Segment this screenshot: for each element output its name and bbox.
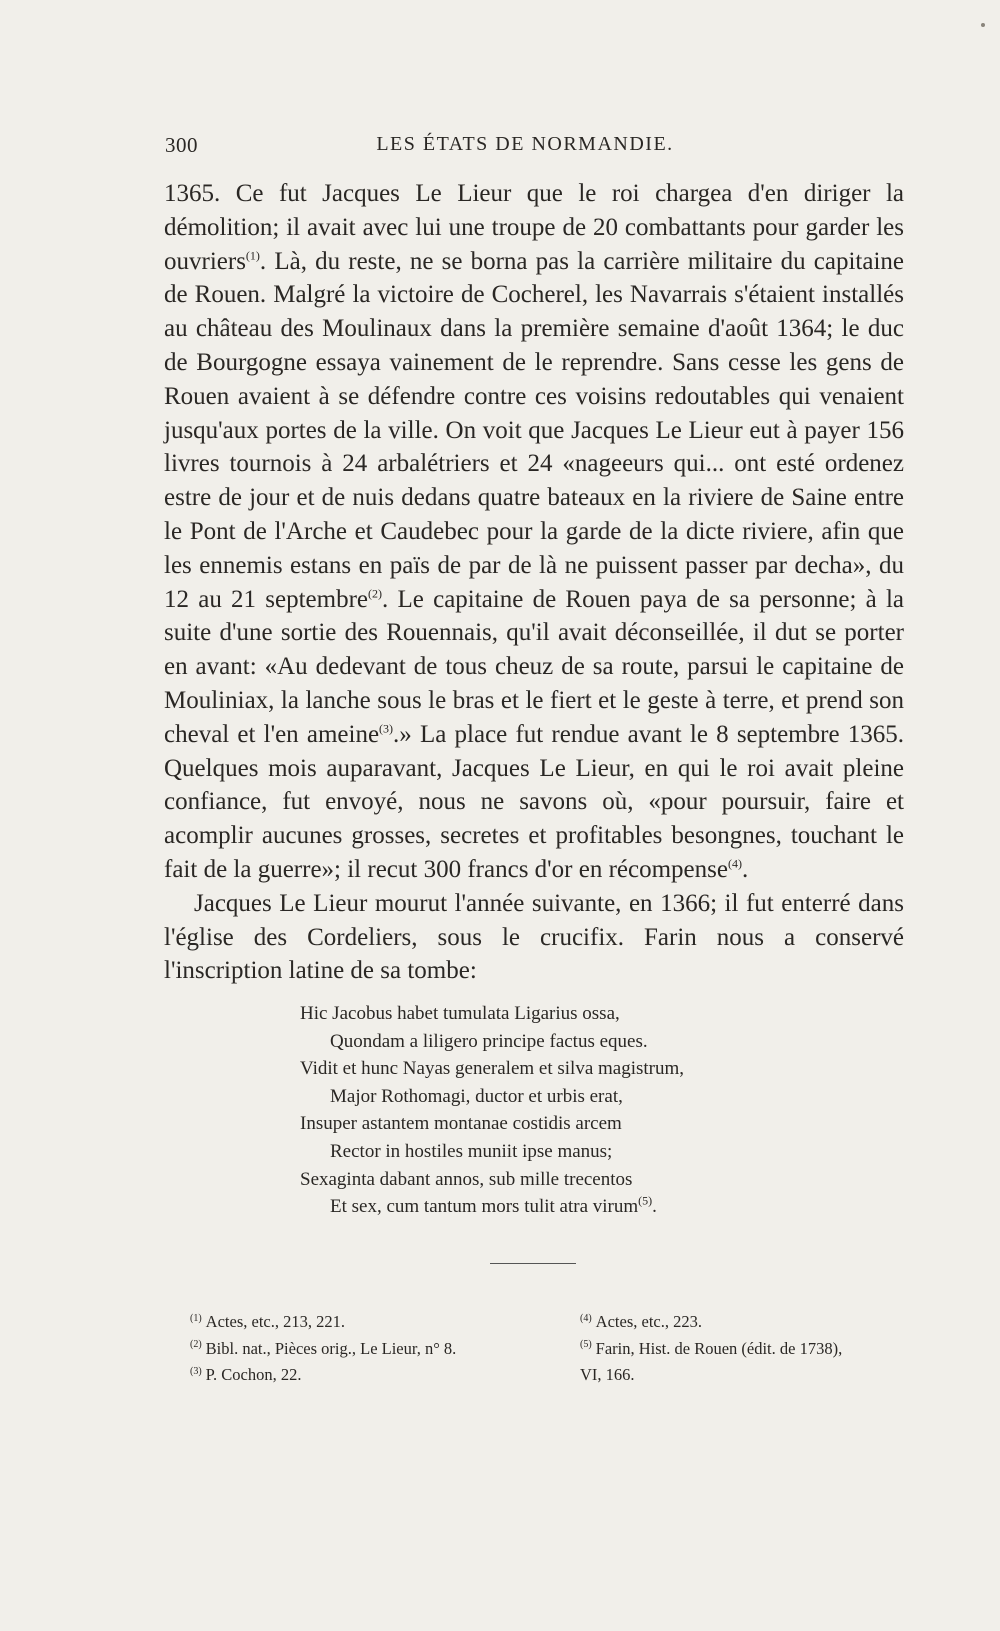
- footnote-text: P. Cochon, 22.: [205, 1365, 302, 1384]
- page-header: [165, 133, 885, 165]
- footnote-mark: (2): [190, 1339, 202, 1350]
- latin-inscription: [300, 1000, 820, 1221]
- verse-line: Hic Jacobus habet tumulata Ligarius ossa,: [300, 1003, 620, 1024]
- footnote-ref-3: (3): [379, 721, 394, 736]
- footnote-ref-1: (1): [245, 248, 260, 263]
- page-number: 300: [165, 133, 198, 157]
- footnote-4: [580, 1309, 940, 1336]
- footnote-5-continuation: VI, 166.: [580, 1365, 635, 1384]
- verse-line: [300, 1193, 820, 1221]
- paragraph-1-part-c: . Le capitaine de Rouen paya de sa personne; à la suite d'une sortie des Rouennais, qu'il avait déconseillée, il dut se porter en avant: «Au dedevant de tous cheuz de sa route, parsui le capitaine de Mouliniax, la lanche sous le bras et le fiert et le geste à terre, et prend son cheval et l'en ameine: [164, 585, 904, 748]
- paragraph-1-part-d: .» La place fut rendue avant le 8 septembre 1365. Quelques mois auparavant, Jacques Le Lieur, en qui le roi avait pleine confiance, fut envoyé, nous ne savons où, «pour poursuir, faire et acomplir aucunes grosses, secretes et profitables besongnes, touchant le fait de la guerre»; il recut 300 francs d'or en récompense: [164, 720, 904, 883]
- verse-line: Major Rothomagi, ductor et urbis erat,: [330, 1085, 623, 1107]
- paragraph-1-part-e: .: [741, 855, 749, 883]
- running-title: LES ÉTATS DE NORMANDIE.: [376, 133, 674, 155]
- verse-line: Sexaginta dabant annos, sub mille trecentos: [300, 1168, 633, 1190]
- footnote-text: Bibl. nat., Pièces orig., Le Lieur, n° 8.: [205, 1338, 457, 1358]
- verse-line: Vidit et hunc Nayas generalem et silva magistrum,: [300, 1058, 685, 1080]
- paper-speck: [981, 23, 985, 27]
- verse-line-8-end: .: [652, 1196, 657, 1218]
- footnote-ref-5: (5): [638, 1193, 653, 1208]
- footnote-mark: (5): [580, 1339, 592, 1350]
- footnote-text: Actes, etc., 213, 221.: [205, 1312, 345, 1331]
- footnote-1: [190, 1309, 550, 1336]
- paragraph-1-part-b: . Là, du reste, ne se borna pas la carrière militaire du capitaine de Rouen. Malgré la victoire de Cocherel, les Navarrais s'étaient installés au château des Moulinaux dans la première semaine d'août 1364; le duc de Bourgogne essaya vainement de le reprendre. Sans cesse les gens de Rouen avaient à se défendre contre ces voisins redoutables qui venaient jusqu'aux portes de la ville. On voit que Jacques Le Lieur eut à payer 156 livres tournois à 24 arbalétriers et 24 «nageeurs qui... ont esté ordenez estre de jour et de nuis dedans quatre bateaux en la riviere de Saine entre le Pont de l'Arche et Caudebec pour la garde de la dicte riviere, afin que les ennemis estans en païs de par de là ne puissent passer par decha», du 12 au 21 septembre: [164, 247, 904, 613]
- footnotes-right-column: [580, 1309, 940, 1389]
- footnote-ref-4: (4): [727, 856, 742, 871]
- footnote-mark: (4): [580, 1312, 592, 1324]
- paragraph-2: Jacques Le Lieur mourut l'année suivante, en 1366; il fut enterré dans l'église des Cordeliers, sous le crucifix. Farin nous a conservé l'inscription latine de sa tombe:: [164, 889, 904, 985]
- main-text: [164, 177, 904, 988]
- footnotes-left-column: [190, 1309, 550, 1389]
- footnote-mark: (1): [190, 1312, 202, 1324]
- footnote-ref-2: (2): [368, 586, 383, 601]
- footnote-text: Actes, etc., 223.: [595, 1312, 702, 1331]
- verse-line: Insuper astantem montanae costidis arcem: [300, 1113, 622, 1135]
- footnote-3: [190, 1362, 550, 1389]
- verse-line-8-text: Et sex, cum tantum mors tulit atra virum: [330, 1196, 639, 1218]
- verse-line: Quondam a liligero principe factus eques.: [330, 1030, 648, 1052]
- footnote-separator: [490, 1263, 576, 1264]
- footnote-text: Farin, Hist. de Rouen (édit. de 1738),: [595, 1338, 843, 1358]
- footnote-mark: (3): [190, 1365, 202, 1377]
- verse-line: Rector in hostiles muniit ipse manus;: [330, 1140, 613, 1162]
- paragraph-1: [164, 177, 904, 887]
- footnote-2: [190, 1336, 550, 1363]
- paragraph-1-part-a: 1365. Ce fut Jacques Le Lieur que le roi chargea d'en diriger la démolition; il avait avec lui une troupe de 20 combattants pour garder les ouvriers: [164, 180, 904, 275]
- footnote-5: [580, 1336, 940, 1363]
